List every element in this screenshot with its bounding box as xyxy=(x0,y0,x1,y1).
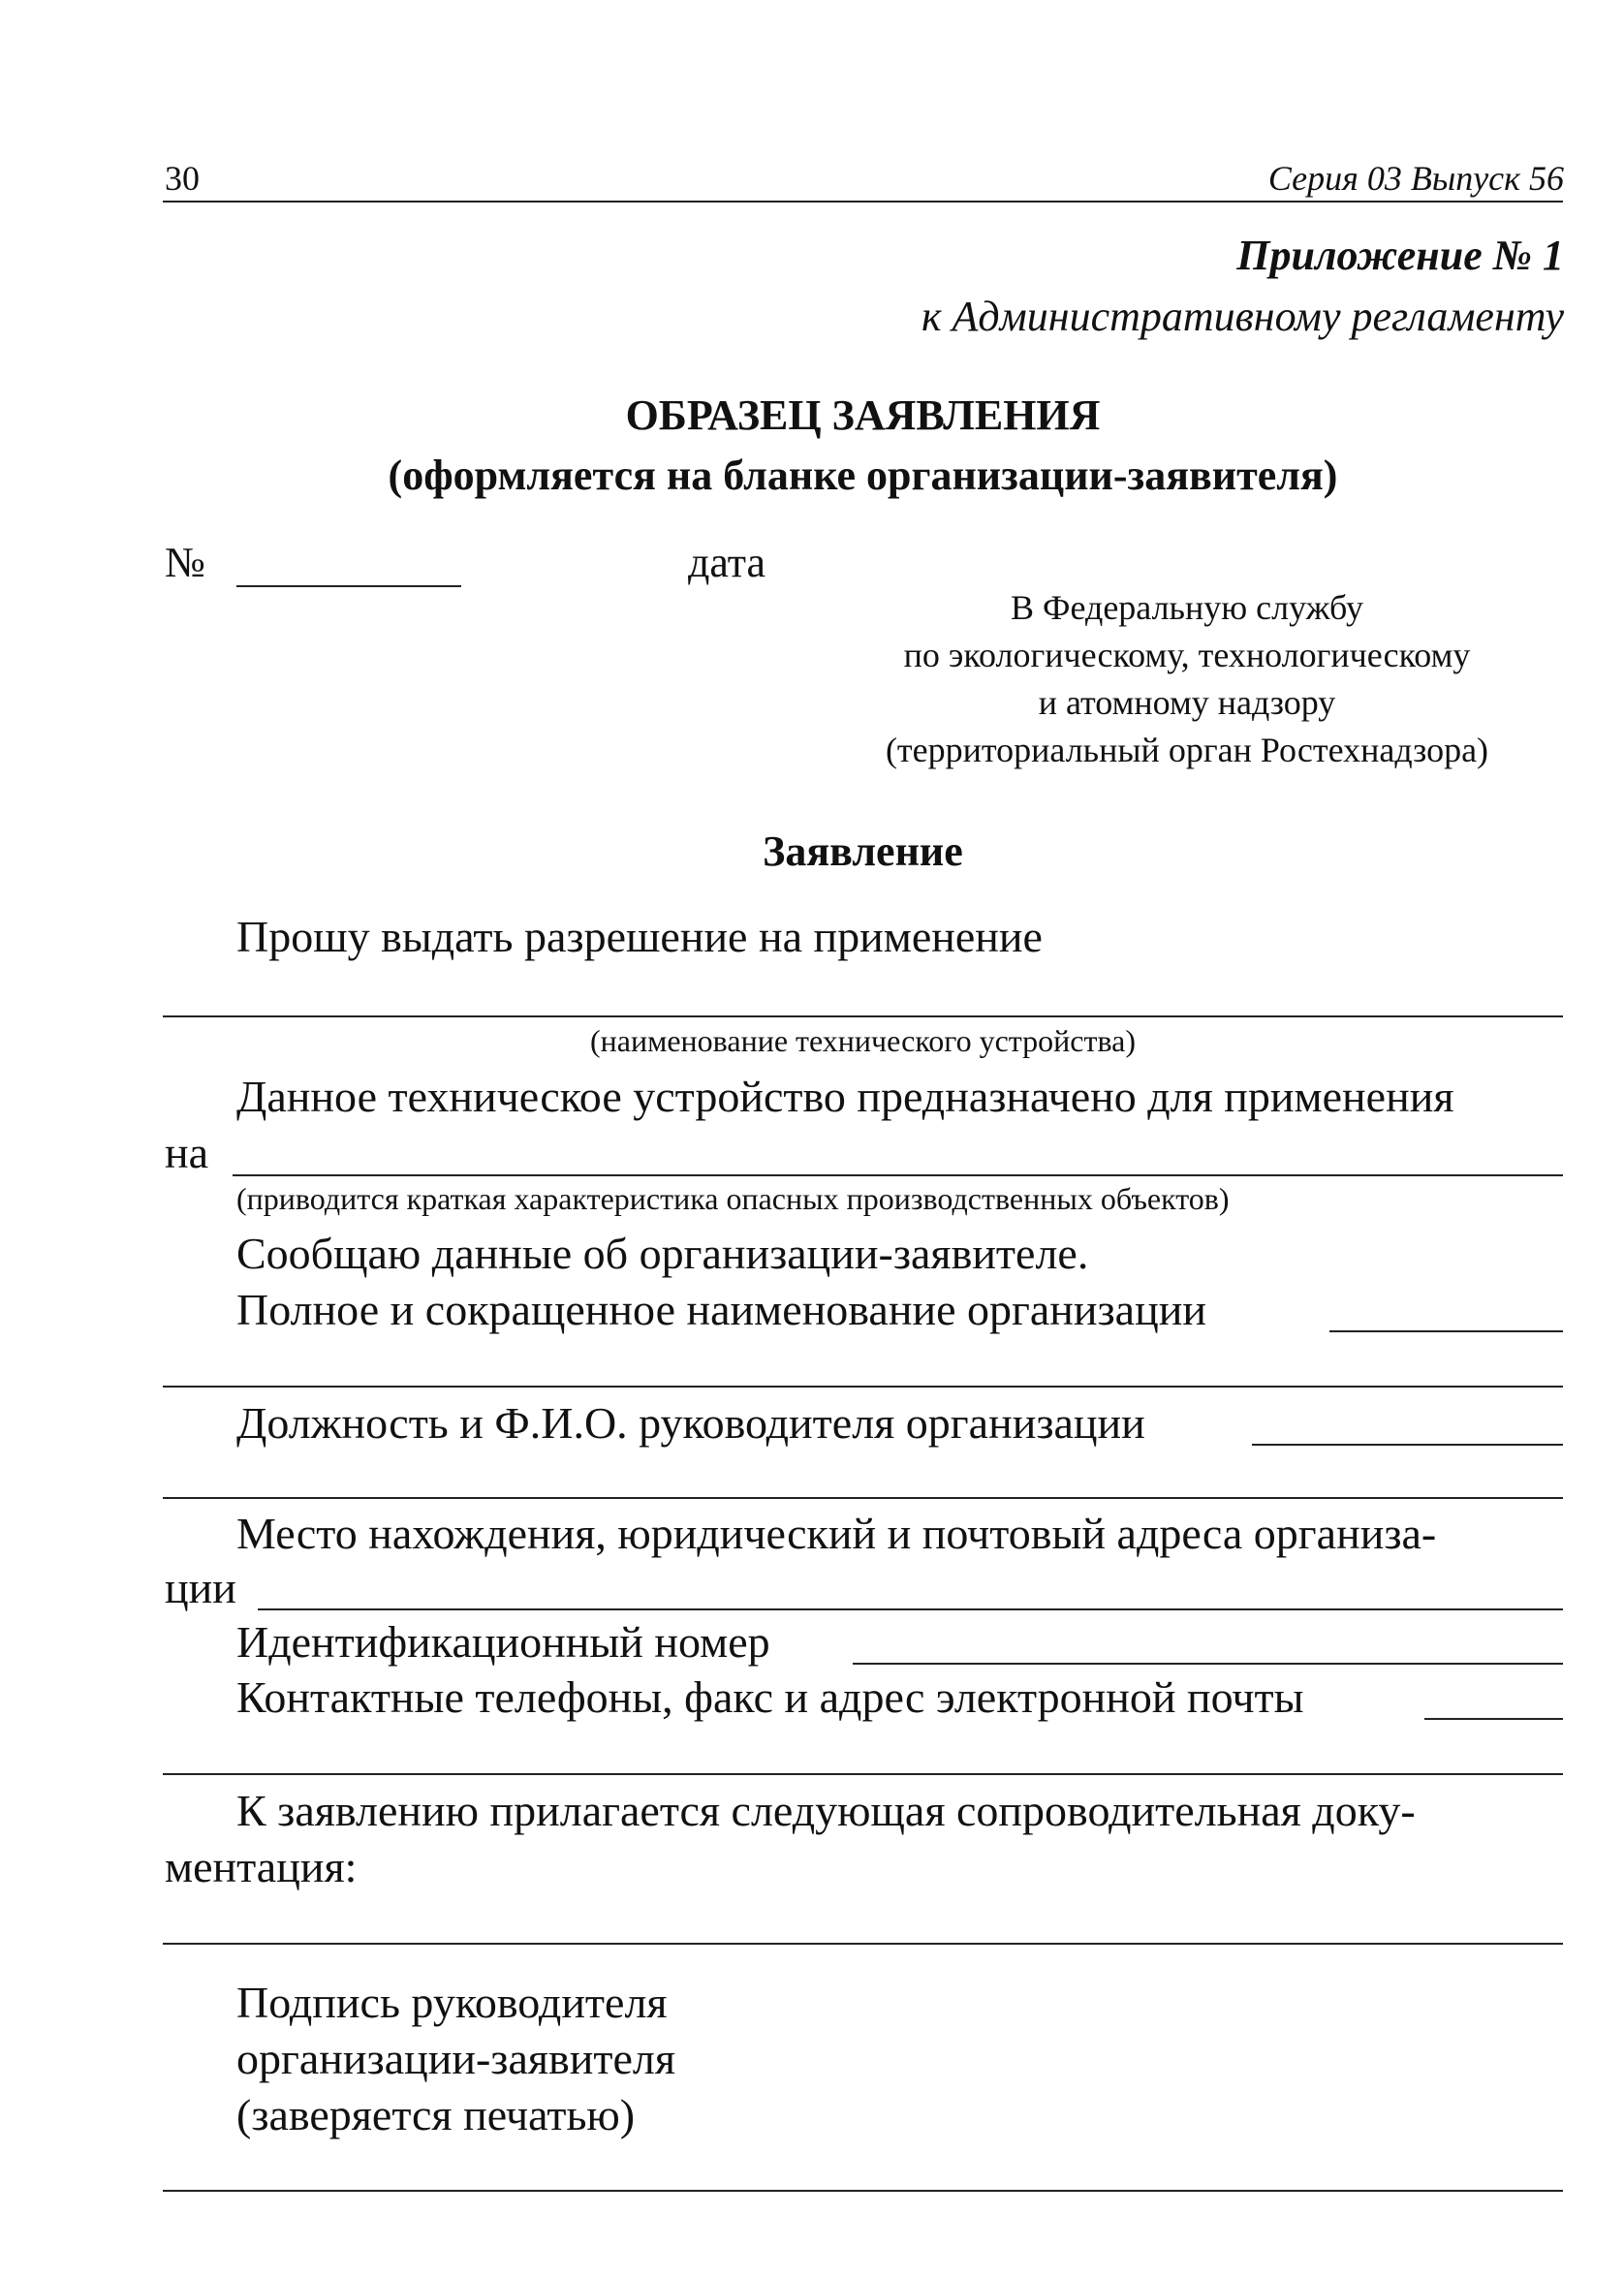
id-number-line xyxy=(853,1663,1563,1665)
attachments-label: К заявлению прилагается следующая сопроводительная доку- xyxy=(236,1786,1416,1835)
purpose-text: Данное техническое устройство предназначено для применения xyxy=(236,1072,1454,1121)
header-rule xyxy=(163,201,1563,203)
signature-line-3: (заверяется печатью) xyxy=(236,2090,636,2139)
date-label: дата xyxy=(688,539,766,586)
statement-heading: Заявление xyxy=(763,827,963,875)
addressee-line-2: по экологическому, технологическому xyxy=(903,636,1471,674)
signature-line-2: организации-заявителя xyxy=(236,2034,675,2083)
org-name-label: Полное и сокращенное наименование организации xyxy=(236,1285,1206,1334)
request-text: Прошу выдать разрешение на применение xyxy=(236,912,1043,961)
head-name-line-2 xyxy=(163,1497,1563,1499)
document-title-note: (оформляется на бланке организации-заявителя) xyxy=(388,452,1338,499)
number-label: № xyxy=(165,539,205,586)
org-name-line-2 xyxy=(163,1386,1563,1388)
number-field-line xyxy=(236,585,461,587)
address-field-line xyxy=(258,1608,1563,1610)
id-number-label: Идентификационный номер xyxy=(236,1617,770,1667)
attachments-line xyxy=(163,1943,1563,1945)
address-label: Место нахождения, юридический и почтовый адреса организа- xyxy=(236,1509,1437,1558)
org-intro: Сообщаю данные об организации-заявителе. xyxy=(236,1229,1089,1278)
contacts-line-1 xyxy=(1424,1718,1563,1720)
head-name-label: Должность и Ф.И.О. руководителя организации xyxy=(236,1398,1145,1448)
signature-line-1: Подпись руководителя xyxy=(236,1978,668,2027)
purpose-field-line xyxy=(233,1174,1563,1176)
document-title: ОБРАЗЕЦ ЗАЯВЛЕНИЯ xyxy=(625,391,1101,439)
device-caption: (наименование технического устройства) xyxy=(589,1023,1137,1058)
contacts-label: Контактные телефоны, факс и адрес электронной почты xyxy=(236,1672,1304,1722)
head-name-line-1 xyxy=(1252,1444,1563,1446)
addressee-line-1: В Федеральную службу xyxy=(1011,588,1363,627)
org-name-line-1 xyxy=(1329,1330,1563,1332)
series-label: Серия 03 Выпуск 56 xyxy=(1267,159,1564,198)
page-number: 30 xyxy=(165,159,200,198)
purpose-prefix: на xyxy=(165,1128,209,1177)
address-prefix: ции xyxy=(165,1563,236,1612)
device-name-line xyxy=(163,1015,1563,1017)
appendix-subtitle: к Административному регламенту xyxy=(921,293,1564,340)
attachments-label-cont: ментация: xyxy=(165,1842,358,1891)
addressee-line-4: (территориальный орган Ростехнадзора) xyxy=(885,731,1489,769)
addressee-line-3: и атомному надзору xyxy=(1038,683,1336,722)
contacts-line-2 xyxy=(163,1773,1563,1775)
appendix-title: Приложение № 1 xyxy=(1236,232,1564,279)
signature-line xyxy=(163,2190,1563,2192)
purpose-caption: (приводится краткая характеристика опасных производственных объектов) xyxy=(236,1181,1230,1216)
